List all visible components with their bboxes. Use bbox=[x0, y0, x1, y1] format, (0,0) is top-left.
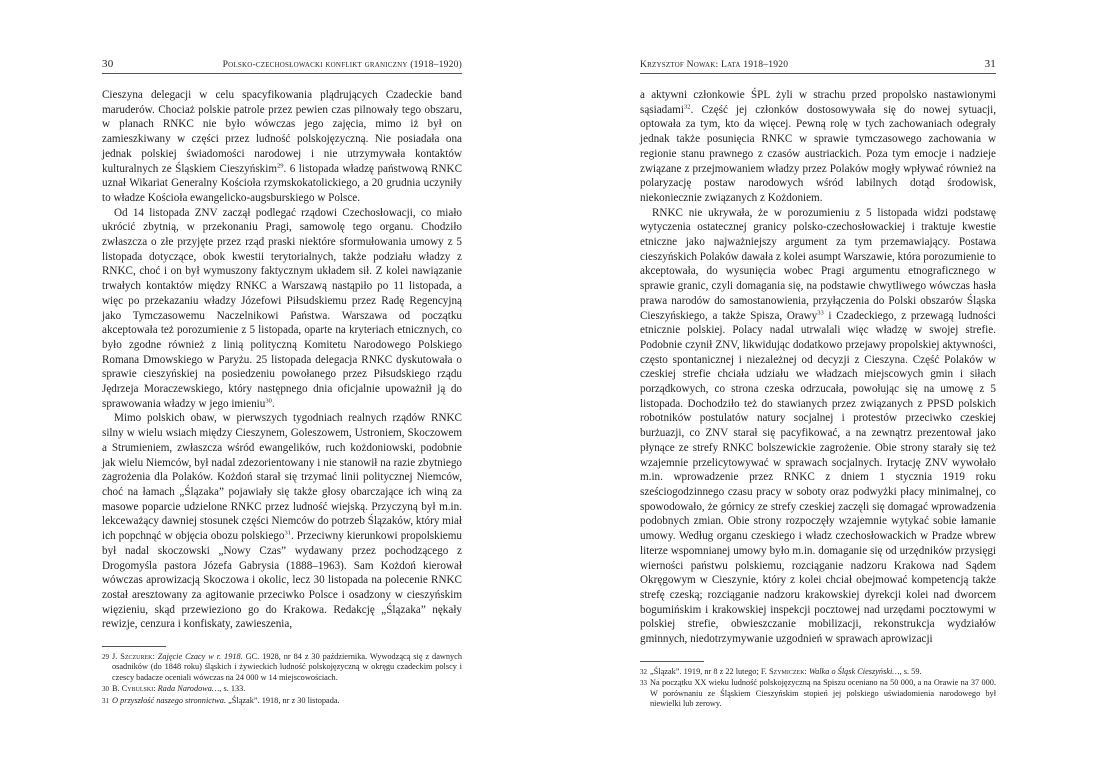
paragraph: Cieszyna delegacji w celu spacyfikowania plądrujących Czadeckie band maruderów. Chociaż polskie patrole przez pewien czas pilnowały tego obszaru, w planach RNKC nie było wówczas jego zajęcia, mimo iż był on zamieszkiwany w części przez ludność polskojęzyczną. Nie posiadała ona jednak polskiej świadomości narodowej i nie utrzymywała kontaktów kulturalnych ze Śląskiem Cieszyńskim$^{29}$. 6 listopada władzę państwową RNKC uznał Wikariat Generalny Kościoła rzymskokatolickiego, a 20 grudnia uczyniły to władze Kościoła ewangelicko-augsburskiego w Polsce. bbox=[102, 89, 463, 204]
footnote: 29 J. Szczurek: Zajęcie Czacy w r. 1918. GC. 1928, nr 84 z 30 października. Wywodzącą się z dawnych osadników (do 1848 roku) śląskich i żywieckich ludność polskojęzyczną w okręgu czadeckim polscy i czescy badacze oceniali wówczas na 24 000 w 14 miejscowościach. bbox=[102, 652, 462, 682]
footnote: 32 „Ślązak”. 1919, nr 8 z 22 lutego; F. Szymiczek: Walka o Śląsk Cieszyński…, s. 59. bbox=[640, 666, 922, 676]
page-number: 30 bbox=[102, 58, 114, 70]
footnote-ref[interactable]: 30 bbox=[265, 397, 272, 405]
footnote-divider bbox=[640, 661, 704, 662]
footnote-ref[interactable]: 32 bbox=[683, 102, 691, 110]
left-page bbox=[102, 58, 462, 707]
right-running-head bbox=[640, 58, 996, 74]
footnote: 33 Na początku XX wieku ludność polskojęzyczną na Spiszu oceniano na 50 000, a na Orawie na 37 000. W porównaniu ze Śląskiem Cieszyńskim stopień jej polskiego uświadomienia narodowego był niewielki lub zerowy. bbox=[640, 678, 996, 708]
left-body-text bbox=[102, 88, 462, 632]
footnote-divider bbox=[102, 646, 166, 647]
paragraph: RNKC nie ukrywała, że w porozumieniu z 5 listopada widzi podstawę wytyczenia ostatecznej granicy polsko-czechosłowackiej i traktuje kwestie etniczne jako najważniejszy argument za tym przemawiający. Postawa cieszyńskich Polaków dawała z kolei asumpt Warszawie, która porozumienie to akceptowała, do wysunięcia wobec Pragi argumentu etnograficznego w sprawie granic, czyli domagania się, na podstawie chwytliwego wówczas hasła prawa narodów do samostanowienia, przyłączenia do Polski obszarów Śląska Cieszyńskiego, a także Spisza, Orawy$^{33}$ i Czadeckiego, z przewagą ludności etnicznie polskiej. Polacy nadal utrwalali więc władzę w swojej strefie. Podobnie czynił ZNV, likwidując dodatkowo przejawy propolskiej aktywności, często spontanicznej i niezależnej od decyzji z Cieszyna. Część Polaków w czeskiej strefie chciała udziału we władzach miejscowych gmin i siłach porządkowych, co strona czeska odrzucała, powołując się na umowę z 5 listopada. Dochodziło też do stawianych przez związanych z PPSD polskich robotników postulatów natury socjalnej i protestów przeciwko czeskiej burżuazji, co ZNV starał się pacyfikować, a na zewnątrz prezentował jako płynące ze strefy RNKC bolszewickie zagrożenie. Obie strony starały się też wzajemnie przelicytowywać w sprawach socjalnych. Irytację ZNV wywołało m.in. wprowadzenie przez RNKC z dniem 1 stycznia 1919 roku sześciogodzinnego czasu pracy w soboty oraz podwyżki płacy minimalnej, co spowodowało, że górnicy ze strefy czeskiej zaczęli się domagać wprowadzenia podobnych zmian. Obie strony rozpoczęły wzajemnie wytykać sobie łamanie umowy. Według organu czeskiego i władz czechosłowackich w Pradze wbrew literze wspomnianej umowy było m.in. domaganie się od urzędników przysięgi wierności państwu polskiemu, rozciąganie nadzoru Krakowa nad Sądem Okręgowym w Cieszynie, który z kolei chciał obejmować kompetencją także strefę czeską; rozciąganie nadzoru krakowskiej dyrekcji kolei nad dworcem bogumińskim i krakowskiej inspekcji pocztowej nad urzędami pocztowymi w polskiej strefie, obwieszczanie mobilizacji, rekonstrukcja wydziałów gminnych, niedotrzymywanie uzgodnień w sprawach aprowizacji bbox=[640, 206, 996, 646]
running-title: Krzysztof Nowak: Lata 1918–1920 bbox=[640, 59, 789, 70]
right-body-text bbox=[640, 88, 996, 647]
footnote: 30 B. Cybulski: Rada Narodowa…, s. 133. bbox=[102, 684, 246, 694]
right-footnotes bbox=[640, 667, 996, 710]
paragraph: Od 14 listopada ZNV zaczął podlegać rządowi Czechosłowacji, co miało ukrócić zbytnią, w przekonaniu Pragi, samowolę tego organu. Chodziło zwłaszcza o złe przyjęte przez rząd praski niektóre sformułowania umowy z 5 listopada dotyczące, obok kwestii terytorialnych, także podziału władzy z RNKC, choć i on był wymuszony faktycznym układem sił. Z kolei nawiązanie trwałych kontaktów między RNKC a Warszawą nastąpiło po 11 listopada, a więc po przekazaniu władzy Józefowi Piłsudskiemu przez Radę Regencyjną jako Tymczasowemu Naczelnikowi Państwa. Warszawa od początku akceptowała też porozumienie z 5 listopada, oparte na kryteriach etnicznych, co było zgodne również z linią polityczną Komitetu Narodowego Polskiego Romana Dmowskiego w Paryżu. 25 listopada delegacja RNKC dyskutowała o sprawie cieszyńskiej na posiedzeniu powołanego przez Piłsudskiego rządu Jędrzeja Moraczewskiego, który następnego dnia oficjalnie upoważnił ją do sprawowania władzy w jego imieniu$^{30}$. bbox=[102, 206, 462, 410]
left-running-head bbox=[102, 58, 462, 74]
paragraph: a aktywni członkowie ŚPL żyli w strachu przed propolsko nastawionymi sąsiadami$^{32}$. Część jej członków dostosowywała się do nowej sytuacji, optowała za tym, kto da więcej. Pewną rolę w tych zachowaniach odegrały jednak także posunięcia RNKC w sprawie tymczasowego zachowania w regionie stanu prawnego z czasów austriackich. Poza tym emocje i nadzieje związane z przejmowaniem władzy przez Polaków mogły wpływać również na polaryzację postaw narodowych wśród labilnych dotąd środowisk, niekoniecznie związanych z Kożdoniem. bbox=[640, 89, 996, 204]
footnote-ref[interactable]: 29 bbox=[277, 161, 284, 169]
running-title: Polsko-czechosłowacki konflikt graniczny (1918–1920) bbox=[222, 59, 462, 70]
paragraph: Mimo polskich obaw, w pierwszych tygodniach realnych rządów RNKC silny w wielu wsiach między Cieszynem, Goleszowem, Ustroniem, Skoczowem a Strumieniem, zwłaszcza wśród ewangelików, ruch kożdoniowski, podobnie jak wielu Niemców, był nadal zdezorientowany i nie stanowił na razie zbytniego zagrożenia dla Polaków. Kożdoń starał się trzymać linii politycznej Niemców, choć na łamach „Ślązaka” pojawiały się także głosy obarczające ich winą za masowe poparcie udzielone RNKC przez ludność wiejską. Przyczyną był m.in. lekceważący dawniej stosunek części Niemców do potrzeb Ślązaków, który miał ich popchnąć w objęcia obozu polskiego$^{31}$. Przeciwny kierunkowi propolskiemu był nadal skoczowski „Nowy Czas” wydawany przez pochodzącego z Drogomyśla pastora Józefa Gabrysia (1888–1963). Sam Kożdoń kierował wówczas aprowizacją Skoczowa i okolic, lecz 30 listopada na polecenie RNKC został aresztowany za agitowanie przeciwko Polsce i osadzony w cieszyńskim więzieniu, skąd przewieziono go do Krakowa. Redakcję „Ślązaka” nękały rewizje, cenzura i konfiskaty, zawieszenia, bbox=[102, 412, 462, 631]
footnote: 31 O przyszłość naszego stronnictwa. „Ślązak”. 1918, nr z 30 listopada. bbox=[102, 695, 340, 705]
left-footnotes bbox=[102, 652, 462, 706]
right-page bbox=[640, 58, 996, 710]
footnote-ref[interactable]: 33 bbox=[817, 308, 824, 316]
page-number: 31 bbox=[984, 58, 996, 70]
footnote-ref[interactable]: 31 bbox=[284, 529, 291, 537]
